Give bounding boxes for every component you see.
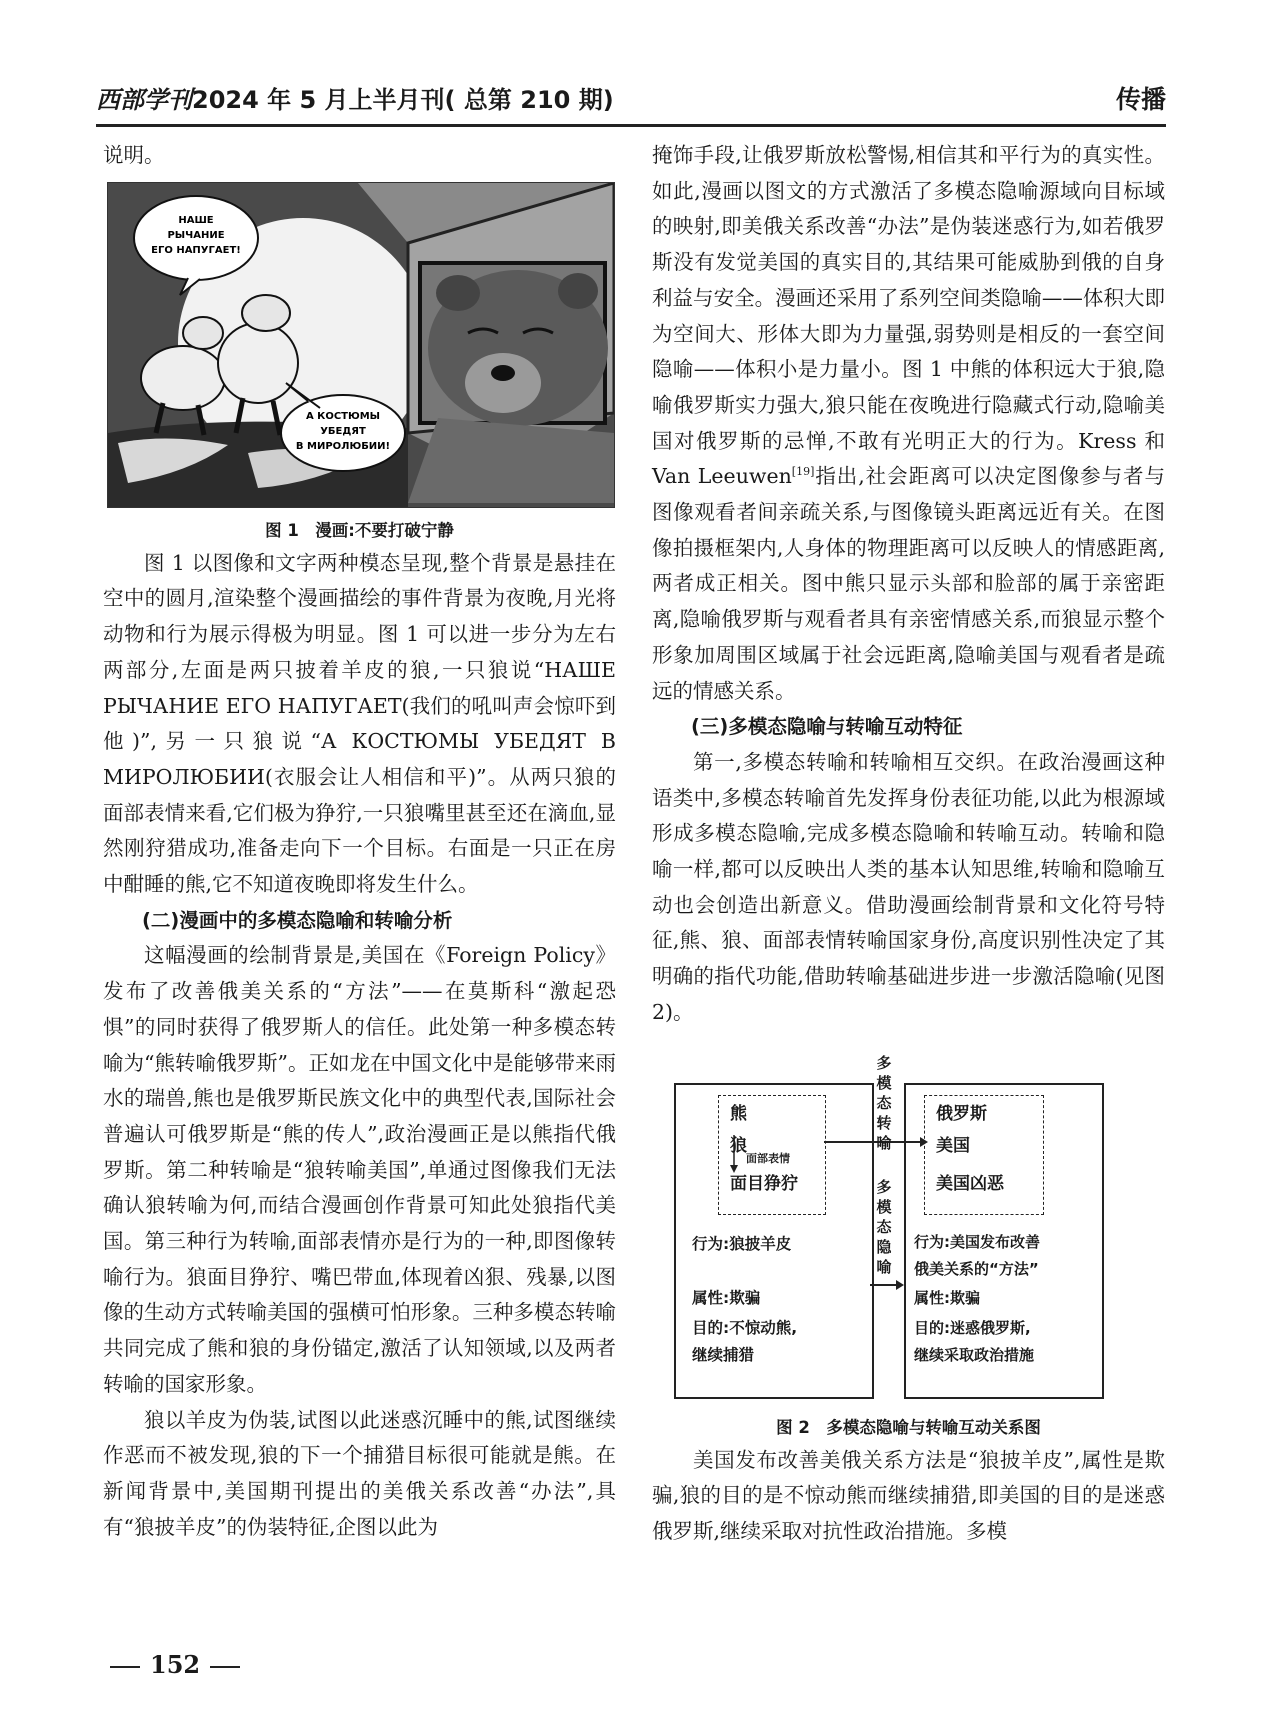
paragraph: 第一,多模态转喻和转喻相互交织。在政治漫画这种语类中,多模态转喻首先发挥身份表征功能,以此为根源域形成多模态隐喻,完成多模态隐喻和转喻互动。转喻和隐喻一样,都可以反映出人类的基本认知思维,转喻和隐喻互动也会创造出新意义。借助漫画绘制背景和文化符号特征,熊、狼、面部表情转喻国家身份,高度识别性决定了其明确的指代功能,借助转喻基础进步进一步激活隐喻(见图 2)。 — [652, 749, 1165, 1024]
paragraph: 美国发布改善美俄关系方法是“狼披羊皮”,属性是欺骗,狼的目的是不惊动熊而继续捕猎,即美国的目的是迷惑俄罗斯,继续采取对抗性政治措施。多模 — [652, 1447, 1165, 1543]
label-target-action: 行为:美国发布改善 — [914, 1232, 1040, 1251]
bubble1-line1: НАШЕ — [178, 214, 214, 226]
label-fierce-face: 面目狰狞 — [730, 1173, 798, 1194]
cartoon-illustration — [108, 183, 614, 507]
bubble1-line3: ЕГО НАПУГАЕТ! — [151, 244, 241, 256]
label-target-action-cont: 俄美关系的“方法” — [914, 1259, 1039, 1278]
citation: [19] — [791, 465, 815, 479]
running-header — [96, 78, 1166, 127]
label-bear: 熊 — [730, 1103, 747, 1124]
subheading: (二)漫画中的多模态隐喻和转喻分析 — [142, 908, 453, 932]
text-run: 掩饰手段,让俄罗斯放松警惕,相信其和平行为的真实性。如此,漫画以图文的方式激活了多模态隐喻源域向目标域的映射,即美俄关系改善“办法”是伪装迷惑行为,如若俄罗斯没有发觉美国的真实目的,其结果可能威胁到俄的自身利益与安全。漫画还采用了系列空间类隐喻——体积大即为空间大、形体大即为力量强,弱势则是相反的一套空间隐喻——体积小是力量小。图 1 中熊的体积远大于狼,隐喻俄罗斯实力强大,狼只能在夜晚进行隐藏式行动,隐喻美国对俄罗斯的忌惮,不敢有光明正大的行为。Kress 和 Van Leeuwen — [652, 143, 1165, 489]
journal-logo: 西部学刊 — [96, 85, 192, 114]
label-facial-expression: 面部表情 — [746, 1151, 790, 1165]
label-usa: 美国 — [936, 1135, 970, 1156]
figure-1-cartoon — [107, 182, 615, 508]
label-usa-fierce: 美国凶恶 — [936, 1173, 1004, 1194]
label-attribute: 属性:欺骗 — [692, 1288, 761, 1307]
label-action: 行为:狼披羊皮 — [692, 1234, 792, 1253]
label-goal: 目的:不惊动熊, — [692, 1318, 798, 1337]
paragraph — [652, 138, 1165, 709]
figure-2-caption: 图 2 多模态隐喻与转喻互动关系图 — [776, 1417, 1041, 1437]
issue-info: 2024 年 5 月上半月刊( 总第 210 期) — [192, 86, 614, 114]
paragraph: 图 1 以图像和文字两种模态呈现,整个背景是悬挂在空中的圆月,渲染整个漫画描绘的事件背景为夜晚,月光将动物和行为展示得极为明显。图 1 可以进一步分为左右两部分,左面是两只披着羊皮的狼,一只狼说“НАШЕ РЫЧАНИЕ ЕГО НАПУГАЕТ(我们的吼叫声会惊吓到他)”,另一只狼说“А КОСТЮМЫ УБЕДЯТ В МИРОЛЮБИИ(衣服会让人相信和平)”。从两只狼的面部表情来看,它们极为狰狞,一只狼嘴里甚至还在滴血,显然刚狩猎成功,准备走向下一个目标。右面是一只正在房中酣睡的熊,它不知道夜晚即将发生什么。 — [103, 550, 616, 897]
paragraph: 这幅漫画的绘制背景是,美国在《Foreign Policy》发布了改善俄美关系的“方法”——在莫斯科“激起恐惧”的同时获得了俄罗斯人的信任。此处第一种多模态转喻为“熊转喻俄罗斯”。正如龙在中国文化中是能够带来雨水的瑞兽,熊也是俄罗斯民族文化中的典型代表,国际社会普遍认可俄罗斯是“熊的传人”,政治漫画正是以熊指代俄罗斯。第二种转喻是“狼转喻美国”,单通过图像我们无法确认狼转喻为何,而结合漫画创作背景可知此处狼指代美国。第三种行为转喻,面部表情亦是行为的一种,即图像转喻行为。狼面目狰狞、嘴巴带血,体现着凶狠、残暴,以图像的生动方式转喻美国的强横可怕形象。三种多模态转喻共同完成了熊和狼的身份锚定,激活了认知领域,以及两者转喻的国家形象。 — [103, 943, 616, 1396]
paragraph: 说明。 — [103, 143, 165, 167]
right-column — [652, 138, 1165, 1550]
page-number: 152 — [150, 1650, 201, 1679]
bubble2-line1: А КОСТЮМЫ — [305, 410, 381, 422]
section-name: 传播 — [1115, 85, 1166, 114]
footer-dash-right — [210, 1666, 240, 1668]
label-target-goal: 目的:迷惑俄罗斯, — [914, 1318, 1031, 1337]
journal-title — [96, 80, 614, 115]
label-target-attribute: 属性:欺骗 — [914, 1288, 980, 1307]
text-run: 指出,社会距离可以决定图像参与者与图像观看者间亲疏关系,与图像镜头距离远近有关。在图像拍摄框架内,人身体的物理距离可以反映人的情感距离,两者成正相关。图中熊只显示头部和脸部的属于亲密距离,隐喻俄罗斯与观看者具有亲密情感关系,而狼显示整个形象加周围区域属于社会远距离,隐喻美国与观看者是疏远的情感关系。 — [652, 464, 1166, 703]
bubble1-line2: РЫЧАНИЕ — [167, 229, 225, 241]
figure-1-caption: 图 1 漫画:不要打破宁静 — [265, 520, 454, 540]
figure-2-diagram — [674, 1053, 1170, 1405]
bubble2-line3: В МИРОЛЮБИИ! — [295, 440, 391, 452]
footer-dash-left — [110, 1666, 140, 1668]
label-russia: 俄罗斯 — [936, 1103, 987, 1124]
subheading: (三)多模态隐喻与转喻互动特征 — [691, 715, 963, 739]
label-wolf: 狼 — [730, 1135, 747, 1156]
page-footer — [100, 1650, 250, 1679]
left-column — [103, 138, 616, 1545]
paragraph: 狼以羊皮为伪装,试图以此迷惑沉睡中的熊,试图继续作恶而不被发现,狼的下一个捕猎目标很可能就是熊。在新闻背景中,美国期刊提出的美俄关系改善“办法”,具有“狼披羊皮”的伪装特征,企图以此为 — [103, 1407, 616, 1539]
label-goal-cont: 继续捕猎 — [692, 1345, 755, 1364]
label-multimodal-metaphor: 多模态隐喻 — [876, 1177, 892, 1276]
bubble2-line2: УБЕДЯТ — [320, 425, 366, 437]
label-multimodal-metonymy: 多模态转喻 — [876, 1053, 892, 1152]
label-target-goal-cont: 继续采取政治措施 — [914, 1345, 1035, 1364]
